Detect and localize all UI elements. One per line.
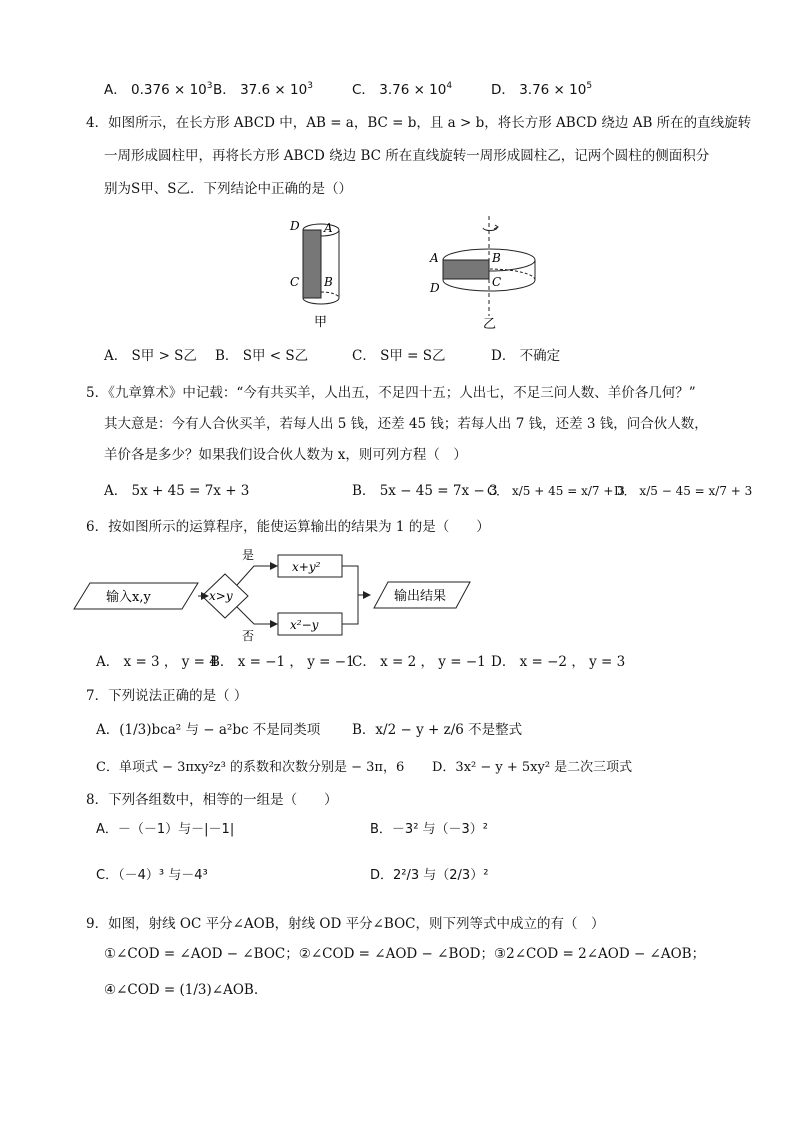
q8-option-b: B．－3² 与（－3）² — [370, 822, 489, 837]
q3-d-value: 3.76 × 10 — [519, 82, 587, 98]
label-d-yi: D — [430, 281, 440, 295]
q4-option-a: A． S甲 > S乙 — [104, 348, 197, 364]
flowchart — [72, 548, 472, 644]
flow-bottom-box-label: x²−y — [290, 618, 319, 632]
caption-jia: 甲 — [314, 315, 328, 330]
label-b-jia: B — [324, 275, 333, 289]
q6-option-a: A． x = 3 ， y = 4 — [96, 654, 218, 670]
flow-yes-label: 是 — [242, 548, 255, 562]
label-d-jia: D — [290, 219, 300, 233]
q8-option-a: A．－（－1）与－|－1| — [96, 822, 235, 837]
rectangle-abcd-yi — [443, 260, 489, 279]
q3-option-c — [352, 80, 452, 100]
flow-top-box-label: x+y² — [292, 560, 321, 574]
q7-option-b: B．x/2 − y + z/6 不是整式 — [352, 722, 523, 738]
q7-option-a: A．(1/3)bca² 与 − a²bc 不是同类项 — [96, 722, 321, 738]
cylinder-jia-figure — [280, 212, 360, 332]
q3-option-b — [213, 80, 313, 100]
q8-option-c: C．（－4）³ 与－4³ — [96, 868, 208, 883]
q3-c-letter: C． — [352, 82, 375, 98]
q7-option-d: D．3x² − y + 5xy² 是二次三项式 — [432, 760, 633, 775]
q7-stem-line-1: 7．下列说法正确的是（ ） — [86, 688, 248, 704]
q3-c-value: 3.76 × 10 — [379, 82, 447, 98]
q3-a-letter: A． — [104, 82, 127, 98]
q8-option-d: D．2²/3 与（2/3）² — [370, 868, 489, 883]
label-a-yi: A — [430, 251, 439, 265]
q3-d-letter: D． — [491, 82, 515, 98]
q3-b-exp: 3 — [307, 81, 313, 91]
q4-stem-line-1: 4．如图所示，在长方形 ABCD 中，AB = a，BC = b，且 a > b，将长方形 ABCD 绕边 AB 所在的直线旋转 — [86, 115, 752, 131]
q4-stem-line-3: 别为S甲、S乙．下列结论中正确的是（） — [104, 181, 352, 197]
q4-option-d: D． 不确定 — [491, 348, 561, 364]
q5-option-b: B． 5x − 45 = 7x − 3 — [352, 483, 498, 499]
q3-option-d — [491, 80, 592, 100]
label-c-jia: C — [290, 275, 300, 289]
q7-option-c: C．单项式 − 3πxy²z³ 的系数和次数分别是 − 3π，6 — [96, 760, 405, 775]
q5-option-d: D． x/5 − 45 = x/7 + 3 — [614, 484, 753, 498]
flow-output-label: 输出结果 — [394, 589, 447, 604]
q8-stem-line-1: 8．下列各组数中，相等的一组是（ ） — [86, 792, 338, 808]
q6-stem-line-1: 6．按如图所示的运算程序，能使运算输出的结果为 1 的是（ ） — [86, 519, 490, 535]
q5-stem-line-2: 其大意是：今有人合伙买羊，若每人出 5 钱，还差 45 钱；若每人出 7 钱，还差 3 钱，问合伙人数， — [104, 416, 708, 432]
q3-a-value: 0.376 × 10 — [131, 82, 207, 98]
q3-c-exp: 4 — [446, 81, 453, 91]
label-a-jia: A — [324, 221, 333, 235]
q3-a-exp: 3 — [206, 81, 213, 91]
rectangle-abcd-jia — [303, 230, 321, 298]
q4-stem-line-2: 一周形成圆柱甲，再将长方形 ABCD 绕边 BC 所在直线旋转一周形成圆柱乙，记两个圆柱的侧面积分 — [104, 148, 710, 164]
q4-option-c: C． S甲 = S乙 — [352, 348, 446, 364]
cylinder-yi-figure — [425, 216, 545, 334]
q9-stem-line-3: ④∠COD = (1/3)∠AOB. — [104, 982, 259, 998]
q6-option-d: D． x = −2 ， y = 3 — [491, 654, 626, 670]
flow-condition-label: x>y — [209, 589, 233, 603]
caption-yi: 乙 — [483, 317, 497, 332]
q6-option-b: B． x = −1 ， y = −1 — [210, 654, 355, 670]
flow-no-label: 否 — [242, 629, 255, 643]
label-c-yi: C — [492, 275, 502, 289]
q3-d-exp: 5 — [586, 81, 593, 91]
q9-stem-line-1: 9．如图，射线 OC 平分∠AOB，射线 OD 平分∠BOC，则下列等式中成立的有（ ） — [86, 916, 605, 932]
flow-input-label: 输入x,y — [106, 590, 151, 605]
q6-option-c: C． x = 2 ， y = −1 — [352, 654, 486, 670]
q3-b-letter: B． — [213, 82, 236, 98]
q3-b-value: 37.6 × 10 — [240, 82, 308, 98]
q5-stem-line-1: 5．《九章算术》中记载：“今有共买羊，人出五，不足四十五；人出七，不足三问人数、羊价各几何？” — [86, 385, 696, 401]
q4-option-b: B． S甲 < S乙 — [215, 348, 309, 364]
label-b-yi: B — [492, 251, 501, 265]
q3-option-a — [104, 80, 213, 100]
q9-stem-line-2: ①∠COD = ∠AOD − ∠BOC；②∠COD = ∠AOD − ∠BOD；③2∠COD = 2∠AOD − ∠AOB； — [104, 946, 706, 962]
q5-option-a: A． 5x + 45 = 7x + 3 — [104, 483, 250, 499]
q5-option-c: C． x/5 + 45 = x/7 + 3 — [487, 484, 625, 498]
q5-stem-line-3: 羊价各是多少？如果我们设合伙人数为 x，则可列方程（ ） — [104, 447, 467, 463]
